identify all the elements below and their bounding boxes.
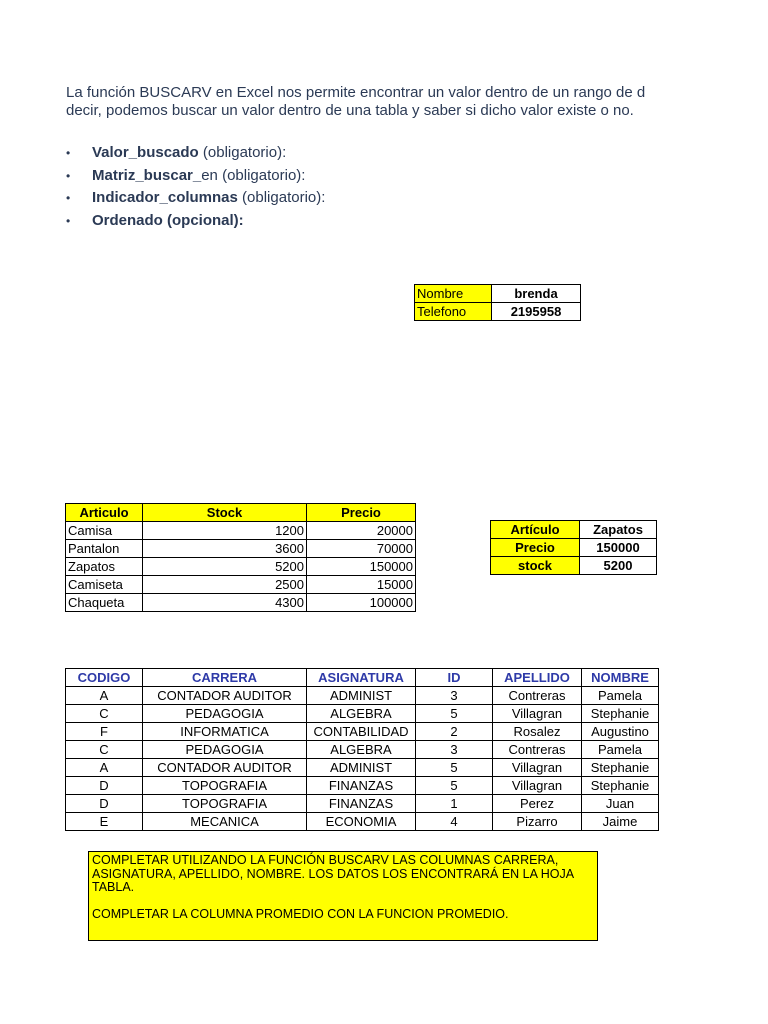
table-row <box>66 687 659 705</box>
table-cell[interactable]: MECANICA <box>143 813 307 831</box>
column-header[interactable]: ID <box>416 669 493 687</box>
carreras-body <box>66 687 659 831</box>
table-header-row <box>66 669 659 687</box>
table-cell[interactable]: INFORMATICA <box>143 723 307 741</box>
table-cell[interactable]: Contreras <box>493 741 582 759</box>
cell-value[interactable]: brenda <box>492 285 581 303</box>
table-cell[interactable]: Pamela <box>582 687 659 705</box>
table-row <box>491 539 657 557</box>
cell-label[interactable]: Precio <box>491 539 580 557</box>
intro-text <box>66 84 658 120</box>
column-header[interactable]: NOMBRE <box>582 669 659 687</box>
table-cell[interactable]: 5 <box>416 777 493 795</box>
table-cell[interactable]: Rosalez <box>493 723 582 741</box>
param-name: Matriz_buscar_ <box>92 166 202 184</box>
table-row <box>415 303 581 321</box>
table-cell[interactable]: FINANZAS <box>307 777 416 795</box>
lookup-table <box>490 520 657 575</box>
table-row <box>66 723 659 741</box>
column-header[interactable]: Articulo <box>66 504 143 522</box>
table-cell[interactable]: Villagran <box>493 759 582 777</box>
table-cell[interactable]: 150000 <box>307 558 416 576</box>
table-cell[interactable]: Pizarro <box>493 813 582 831</box>
intro-line-1: La función BUSCARV en Excel nos permite encontrar un valor dentro de un rango de d <box>66 84 646 101</box>
table-cell[interactable]: ALGEBRA <box>307 741 416 759</box>
cell-value[interactable]: 2195958 <box>492 303 581 321</box>
table-cell[interactable]: PEDAGOGIA <box>143 741 307 759</box>
table-cell[interactable]: A <box>66 687 143 705</box>
bullet-icon: • <box>66 191 71 205</box>
param-desc: en (obligatorio): <box>201 166 306 184</box>
table-cell[interactable]: 70000 <box>307 540 416 558</box>
table-cell[interactable]: C <box>66 741 143 759</box>
table-cell[interactable]: Jaime <box>582 813 659 831</box>
param-name: Indicador_columnas <box>92 189 238 206</box>
table-cell[interactable]: 5 <box>416 759 493 777</box>
table-cell[interactable]: A <box>66 759 143 777</box>
table-cell[interactable]: C <box>66 705 143 723</box>
column-header[interactable]: Precio <box>307 504 416 522</box>
param-desc: (obligatorio): <box>198 144 287 161</box>
table-cell[interactable]: Augustino <box>582 723 659 741</box>
table-cell[interactable]: ECONOMIA <box>307 813 416 831</box>
table-cell[interactable]: Pantalon <box>66 540 143 558</box>
table-row <box>66 558 416 576</box>
table-cell[interactable]: 5 <box>416 705 493 723</box>
column-header[interactable]: CARRERA <box>143 669 307 687</box>
table-row <box>66 741 659 759</box>
table-cell[interactable]: CONTADOR AUDITOR <box>143 687 307 705</box>
carreras-table <box>65 668 659 831</box>
bullet-icon: • <box>66 146 71 160</box>
table-cell[interactable]: Villagran <box>493 777 582 795</box>
cell-label[interactable]: Artículo <box>491 521 580 539</box>
bullet-icon: • <box>66 213 71 228</box>
column-header[interactable]: ASIGNATURA <box>307 669 416 687</box>
table-cell[interactable]: D <box>66 777 143 795</box>
table-cell[interactable]: 4 <box>416 813 493 831</box>
table-row <box>66 777 659 795</box>
table-cell[interactable]: Villagran <box>493 705 582 723</box>
parameter-list <box>66 142 325 232</box>
table-cell[interactable]: TOPOGRAFIA <box>143 777 307 795</box>
column-header[interactable]: CODIGO <box>66 669 143 687</box>
param-item <box>66 165 325 188</box>
bullet-icon: • <box>66 168 71 183</box>
table-cell[interactable]: 3600 <box>143 540 307 558</box>
table-cell[interactable]: TOPOGRAFIA <box>143 795 307 813</box>
table-row <box>66 759 659 777</box>
param-desc: (obligatorio): <box>237 189 326 206</box>
table-cell[interactable]: FINANZAS <box>307 795 416 813</box>
table-cell[interactable]: Zapatos <box>66 558 143 576</box>
column-header[interactable]: Stock <box>143 504 307 522</box>
table-cell[interactable]: PEDAGOGIA <box>143 705 307 723</box>
table-cell[interactable]: 4300 <box>143 594 307 612</box>
table-cell[interactable]: 100000 <box>307 594 416 612</box>
table-cell[interactable]: 1 <box>416 795 493 813</box>
table-header-row <box>66 504 416 522</box>
table-row <box>66 795 659 813</box>
param-item <box>66 187 325 210</box>
param-name: Ordenado (opcional): <box>92 211 244 229</box>
table-cell[interactable]: Juan <box>582 795 659 813</box>
table-cell[interactable]: ADMINIST <box>307 759 416 777</box>
intro-line-2: decir, podemos buscar un valor dentro de una tabla y saber si dicho valor existe o no. <box>66 102 634 119</box>
cell-label[interactable]: stock <box>491 557 580 575</box>
note-paragraph-1: COMPLETAR UTILIZANDO LA FUNCIÓN BUSCARV LAS COLUMNAS CARRERA, ASIGNATURA, APELLIDO, NOMBRE. LOS DATOS LOS ENCONTRARÁ EN LA HOJA TABLA. <box>92 853 574 894</box>
table-row <box>66 540 416 558</box>
table-cell[interactable]: Stephanie <box>582 759 659 777</box>
table-row <box>491 521 657 539</box>
cell-value[interactable]: Zapatos <box>580 521 657 539</box>
table-cell[interactable]: 2500 <box>143 576 307 594</box>
instructions-note <box>88 851 598 941</box>
table-row <box>491 557 657 575</box>
table-cell[interactable]: ALGEBRA <box>307 705 416 723</box>
table-row <box>66 576 416 594</box>
contact-table <box>414 284 581 321</box>
cell-label[interactable]: Nombre <box>415 285 492 303</box>
param-name: Valor_buscado <box>92 144 199 161</box>
table-cell[interactable]: 15000 <box>307 576 416 594</box>
param-item <box>66 142 325 165</box>
table-cell[interactable]: ADMINIST <box>307 687 416 705</box>
cell-value[interactable]: 5200 <box>580 557 657 575</box>
table-cell[interactable]: E <box>66 813 143 831</box>
table-cell[interactable]: 20000 <box>307 522 416 540</box>
table-cell[interactable]: Contreras <box>493 687 582 705</box>
table-row <box>66 594 416 612</box>
table-cell[interactable]: 3 <box>416 687 493 705</box>
table-cell[interactable]: 1200 <box>143 522 307 540</box>
table-cell[interactable]: Stephanie <box>582 705 659 723</box>
table-cell[interactable]: Camiseta <box>66 576 143 594</box>
table-cell[interactable]: D <box>66 795 143 813</box>
column-header[interactable]: APELLIDO <box>493 669 582 687</box>
table-cell[interactable]: Camisa <box>66 522 143 540</box>
table-cell[interactable]: 5200 <box>143 558 307 576</box>
table-cell[interactable]: Stephanie <box>582 777 659 795</box>
table-cell[interactable]: CONTADOR AUDITOR <box>143 759 307 777</box>
articulos-table <box>65 503 416 612</box>
param-item <box>66 210 325 233</box>
table-cell[interactable]: F <box>66 723 143 741</box>
table-cell[interactable]: CONTABILIDAD <box>307 723 416 741</box>
cell-label[interactable]: Telefono <box>415 303 492 321</box>
table-row <box>66 522 416 540</box>
table-cell[interactable]: Pamela <box>582 741 659 759</box>
table-cell[interactable]: Chaqueta <box>66 594 143 612</box>
note-paragraph-2: COMPLETAR LA COLUMNA PROMEDIO CON LA FUNCION PROMEDIO. <box>92 907 509 921</box>
table-cell[interactable]: Perez <box>493 795 582 813</box>
table-cell[interactable]: 3 <box>416 741 493 759</box>
table-row <box>66 813 659 831</box>
table-row <box>66 705 659 723</box>
cell-value[interactable]: 150000 <box>580 539 657 557</box>
table-cell[interactable]: 2 <box>416 723 493 741</box>
table-row <box>415 285 581 303</box>
